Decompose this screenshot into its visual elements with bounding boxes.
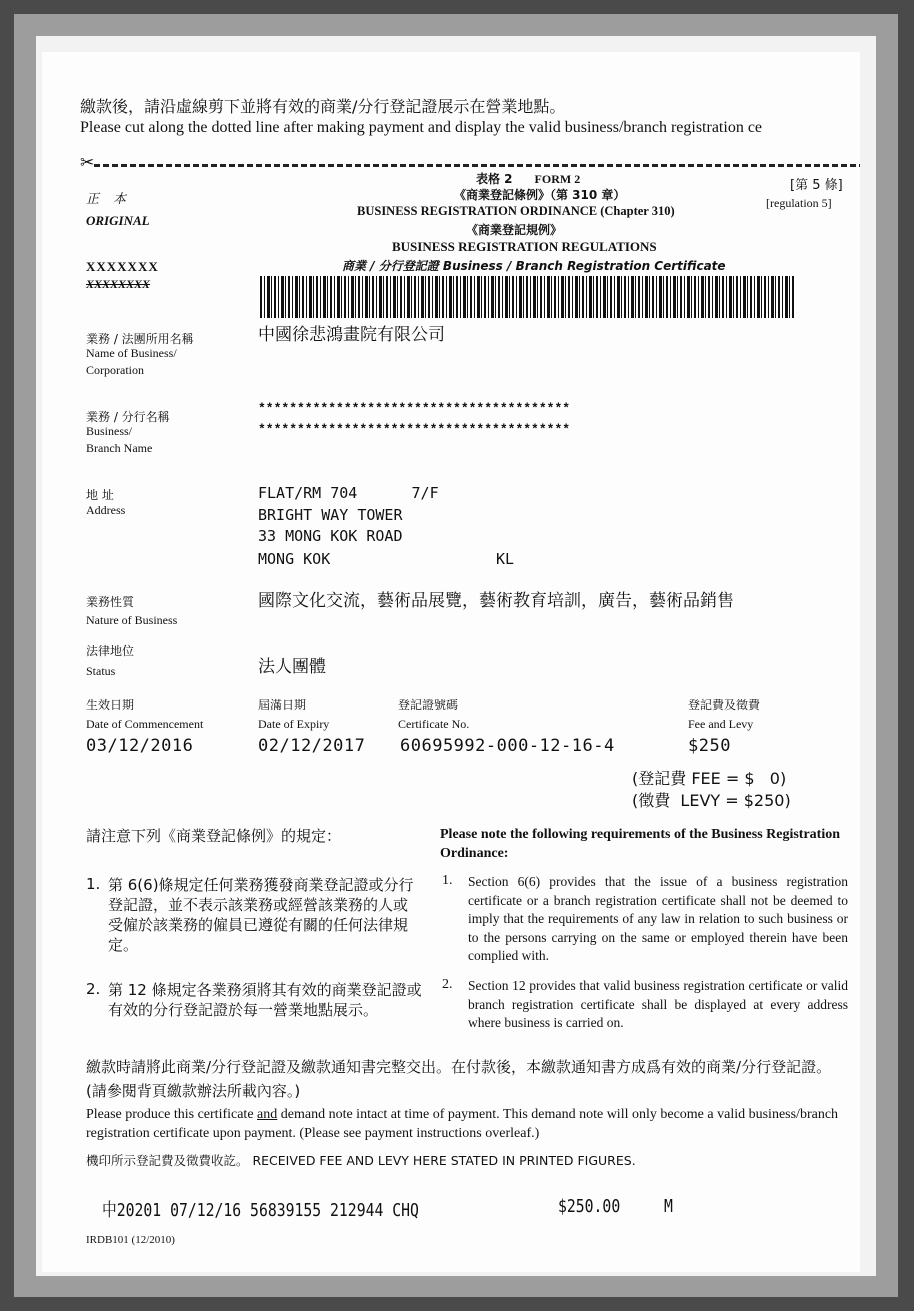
expiry-label-en: Date of Expiry bbox=[258, 717, 330, 731]
name-label-en-2: Corporation bbox=[86, 363, 144, 377]
levy-breakdown: (徵費 LEVY = $250) bbox=[632, 791, 791, 810]
nature-label-cn: 業務性質 bbox=[86, 595, 135, 609]
fee-breakdown: (登記費 FEE = $ 0) bbox=[632, 769, 787, 788]
address-label-en: Address bbox=[86, 503, 126, 517]
cert-no-label-en: Certificate No. bbox=[398, 717, 470, 731]
certificate-page bbox=[42, 52, 860, 1272]
regulations-en: BUSINESS REGISTRATION REGULATIONS bbox=[392, 239, 657, 254]
payment-instruction-en-post: demand note intact at time of payment. This demand note will only become a valid business/branch registration certificate upon payment. (Please see payment instructions overleaf.) bbox=[86, 1107, 839, 1141]
instruction-cn: 繳款後，請沿虛線剪下並將有效的商業/分行登記證展示在營業地點。 bbox=[80, 97, 566, 116]
business-name-value: 中國徐悲鴻畫院有限公司 bbox=[258, 325, 445, 345]
masked-text-1: XXXXXXX bbox=[86, 259, 159, 274]
status-value: 法人團體 bbox=[258, 657, 326, 677]
nature-label-en: Nature of Business bbox=[86, 613, 178, 627]
dotted-cut-line bbox=[94, 164, 860, 167]
receipt-code: 中20201 07/12/16 56839155 212944 CHQ bbox=[102, 1200, 419, 1221]
address-line-4: MONG KOK bbox=[258, 550, 331, 568]
regulation-ref-cn: [第 5 條] bbox=[790, 178, 843, 193]
fee-value: $250 bbox=[688, 736, 731, 756]
receipt-amount: $250.00 bbox=[558, 1196, 621, 1217]
ordinance-cn: 《商業登記條例》（第 310 章） bbox=[454, 188, 626, 202]
address-label-cn: 地 址 bbox=[86, 488, 114, 502]
form-number-cn: 表格 2 bbox=[476, 172, 513, 186]
address-line-1: FLAT/RM 704 7/F bbox=[258, 484, 439, 502]
certificate-title: 商業 / 分行登記證 Business / Branch Registration Certificate bbox=[342, 259, 726, 273]
payment-instruction-en-and: and bbox=[257, 1107, 278, 1122]
note-cn-1: 第 6(6)條規定任何業務獲發商業登記證或分行登記證，並不表示該業務或經營該業務的人或受僱於該業務的僱員已遵從有關的任何法律規定。 bbox=[108, 876, 414, 954]
original-label-cn: 正本 bbox=[86, 192, 141, 207]
masked-text-2: XXXXXXXX bbox=[86, 277, 151, 291]
form-code: IRDB101 (12/2010) bbox=[86, 1234, 175, 1246]
nature-value: 國際文化交流，藝術品展覽，藝術教育培訓，廣告，藝術品銷售 bbox=[258, 591, 734, 611]
payment-instruction-en bbox=[86, 1105, 846, 1143]
name-label-cn: 業務 / 法團所用名稱 bbox=[86, 332, 194, 346]
expiry-label-cn: 屆滿日期 bbox=[258, 698, 307, 712]
note-cn-1-number: 1. bbox=[86, 875, 101, 893]
form-number-en: FORM 2 bbox=[534, 172, 581, 186]
branch-name-line-2: **************************************** bbox=[258, 422, 571, 437]
branch-label-cn: 業務 / 分行名稱 bbox=[86, 410, 170, 424]
note-en-1: Section 6(6) provides that the issue of a business registration certificate or a branch registration certificate shall not be deemed to imply that the requirements of any law in relation to such business or to the persons carrying on the same or employed therein have been complied with. bbox=[468, 874, 848, 963]
notes-heading-cn: 請注意下列《商業登記條例》的規定： bbox=[86, 827, 342, 845]
fee-label-cn: 登記費及徵費 bbox=[688, 698, 761, 712]
payment-instruction-cn: 繳款時請將此商業/分行登記證及繳款通知書完整交出。在付款後，本繳款通知書方成爲有效的商業/分行登記證。(請參閱背頁繳款辦法所載內容。) bbox=[86, 1058, 832, 1100]
received-fee-statement: 機印所示登記費及徵費收訖。 RECEIVED FEE AND LEVY HERE STATED IN PRINTED FIGURES. bbox=[86, 1153, 636, 1168]
note-en-1-number: 1. bbox=[442, 873, 453, 888]
payment-instruction-en-pre: Please produce this certificate bbox=[86, 1107, 258, 1122]
address-line-2: BRIGHT WAY TOWER bbox=[258, 506, 403, 524]
cert-no-value: 60695992-000-12-16-4 bbox=[400, 736, 615, 756]
address-district: KL bbox=[496, 550, 515, 568]
cert-no-label-cn: 登記證號碼 bbox=[398, 698, 459, 712]
branch-label-en-1: Business/ bbox=[86, 424, 133, 438]
note-en-2-number: 2. bbox=[442, 977, 453, 992]
receipt-mark: M bbox=[664, 1196, 673, 1217]
address-line-3: 33 MONG KOK ROAD bbox=[258, 527, 403, 545]
note-cn-2: 第 12 條規定各業務須將其有效的商業登記證或有效的分行登記證於每一營業地點展示。 bbox=[108, 981, 422, 1019]
regulations-cn: 《商業登記規例》 bbox=[466, 223, 563, 237]
scissors-icon: ✂ bbox=[80, 153, 95, 173]
commencement-label-cn: 生效日期 bbox=[86, 698, 135, 712]
status-label-cn: 法律地位 bbox=[86, 644, 135, 658]
notes-heading-en: Please note the following requirements of the Business Registration Ordinance: bbox=[440, 827, 841, 861]
branch-label-en-2: Branch Name bbox=[86, 441, 153, 455]
commencement-label-en: Date of Commencement bbox=[86, 717, 204, 731]
ordinance-en: BUSINESS REGISTRATION ORDINANCE (Chapter 310) bbox=[357, 204, 675, 218]
original-label-en: ORIGINAL bbox=[86, 213, 150, 228]
form-number bbox=[476, 170, 602, 187]
regulation-ref-en: [regulation 5] bbox=[766, 196, 832, 210]
branch-name-line-1: **************************************** bbox=[258, 401, 571, 416]
name-label-en-1: Name of Business/ bbox=[86, 346, 177, 360]
instruction-en: Please cut along the dotted line after making payment and display the valid business/branch registration ce bbox=[80, 119, 763, 136]
barcode bbox=[260, 276, 796, 318]
note-en-2: Section 12 provides that valid business registration certificate or valid branch registration certificate shall be displayed at every address where business is carried on. bbox=[468, 978, 848, 1030]
expiry-value: 02/12/2017 bbox=[258, 736, 366, 756]
commencement-value: 03/12/2016 bbox=[86, 736, 194, 756]
note-cn-2-number: 2. bbox=[86, 980, 101, 998]
status-label-en: Status bbox=[86, 664, 116, 678]
fee-label-en: Fee and Levy bbox=[688, 717, 754, 731]
